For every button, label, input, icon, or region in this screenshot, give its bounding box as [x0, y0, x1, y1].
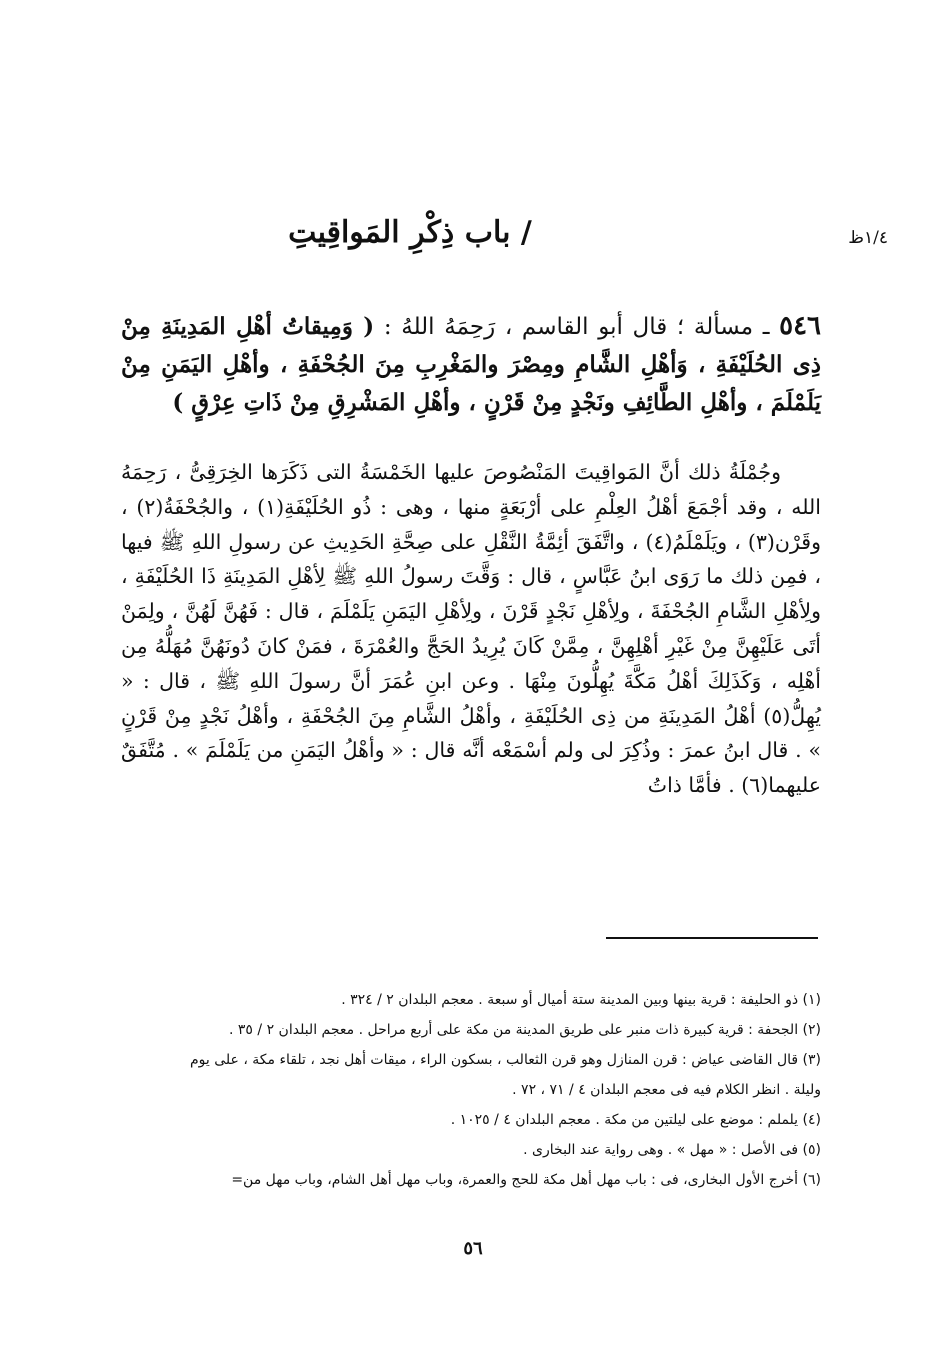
footnote-1: (١) ذو الحليفة : قرية بينها وبين المدينة ستة أميال أو سبعة . معجم البلدان ٢ / ٣٢٤ .	[341, 992, 821, 1008]
masala-paragraph	[121, 308, 821, 422]
masala-number: ٥٤٦	[779, 311, 822, 341]
commentary-paragraph	[121, 455, 821, 803]
footnote-divider	[606, 937, 818, 939]
footnote-3-continued: وليلة . انظر الكلام فيه فى معجم البلدان ٤ / ٧١ ، ٧٢ .	[512, 1082, 821, 1098]
chapter-title: / باب ذِكْرِ المَواقِيتِ	[288, 215, 532, 250]
footnote-6: (٦) أخرج الأول البخارى، فى : باب مهل أهل مكة للحج والعمرة، وباب مهل أهل الشام، وباب مهل من=	[231, 1172, 821, 1188]
footnote-2: (٢) الجحفة : قرية كبيرة ذات منبر على طريق المدينة من مكة على أربع مراحل . معجم البلدان ٢ / ٣٥ .	[228, 1022, 821, 1038]
masala-intro: ـ مسألة ؛ قال أبو القاسم ، رَحِمَهُ اللهُ :	[374, 314, 780, 340]
footnote-3: (٣) قال القاضى عياض : قرن المنازل وهو قرن الثعالب ، بسكون الراء ، ميقات أهل نجد ، تلقاء مكة ، على يوم	[189, 1052, 821, 1068]
commentary-text: وجُمْلَةُ ذلك أنَّ المَواقِيتَ المَنْصُوصَ عليها الخَمْسَةُ التى ذَكَرَها الخِرَقِىُّ ، رَحِمَهُ الله ، وقد أجْمَعَ أهْلُ العِلْمِ على أرْبَعَةٍ منها ، وهى : ذُو الحُلَيْفَةِ(١) ، والجُحْفَةُ(٢) ، وقَرْن(٣) ، ويَلَمْلَمُ(٤) ، واتَّفَقَ أئِمَّةُ النَّقْلِ على صِحَّةِ الحَدِيثِ عن رسولِ اللهِ ﷺ فيها ، فمِن ذلك ما رَوَى ابنُ عَبَّاسٍ ، قال : وَقَّتَ رسولُ اللهِ ﷺ لِأهْلِ المَدِينَةِ ذَا الحُلَيْفَةِ ، ولِأهْلِ الشَّامِ الجُحْفَةَ ، ولِأهْلِ نَجْدٍ قَرْنَ ، ولِأهْلِ اليَمَنِ يَلَمْلَمَ ، قال : فَهُنَّ لَهُنَّ ، ولِمَنْ أتَى عَلَيْهِنَّ مِنْ غَيْرِ أهْلِهِنَّ ، مِمَّنْ كَانَ يُرِيدُ الحَجَّ والعُمْرَةَ ، فمَنْ كانَ دُونَهُنَّ مُهَلُّهُ مِن أهْلِه ، وَكَذَلِكَ أهْلُ مَكَّةَ يُهِلُّونَ مِنْهَا . وعن ابنِ عُمَرَ أنَّ رسولَ اللهِ ﷺ ، قال : « يُهِلُّ(٥) أهْلُ المَدِينَةِ من ذِى الحُلَيْفَةِ ، وأهْلُ الشَّامِ مِنَ الجُحْفَةِ ، وأهْلُ نَجْدٍ مِنْ قَرْنٍ » . قال ابنُ عمرَ : وذُكِرَ لى ولم أسْمَعْه أنَّه قال : « وأهْلُ اليَمَنِ من يَلَمْلَمَ » . مُتَّفَقٌ عليهما(٦) . فأمَّا ذاتُ	[121, 460, 821, 798]
footnote-5: (٥) فى الأصل : « مهل » . وهى رواية عند البخارى .	[523, 1142, 821, 1158]
footnote-4: (٤) يلملم : موضع على ليلتين من مكة . معجم البلدان ٤ / ١٠٢٥ .	[450, 1112, 821, 1128]
footnotes	[121, 985, 821, 1195]
folio-margin-note: ١/٤ظ	[848, 228, 888, 248]
page-number: ٥٦	[463, 1238, 483, 1259]
masala-quote: ( وَمِيقاتُ أهْلِ المَدِينَةِ مِنْ ذِى الحُلَيْفَةِ ، وَأهْلِ الشَّامِ ومِصْرَ والمَغْرِبِ مِنَ الجُحْفَةِ ، وأهْلِ اليَمَنِ مِنْ يَلَمْلَمَ ، وأهْلِ الطَّائِفِ ونَجْدٍ مِنْ قَرْنٍ ، وأهْلِ المَشْرِقِ مِنْ ذَاتِ عِرْقٍ )	[121, 313, 821, 416]
